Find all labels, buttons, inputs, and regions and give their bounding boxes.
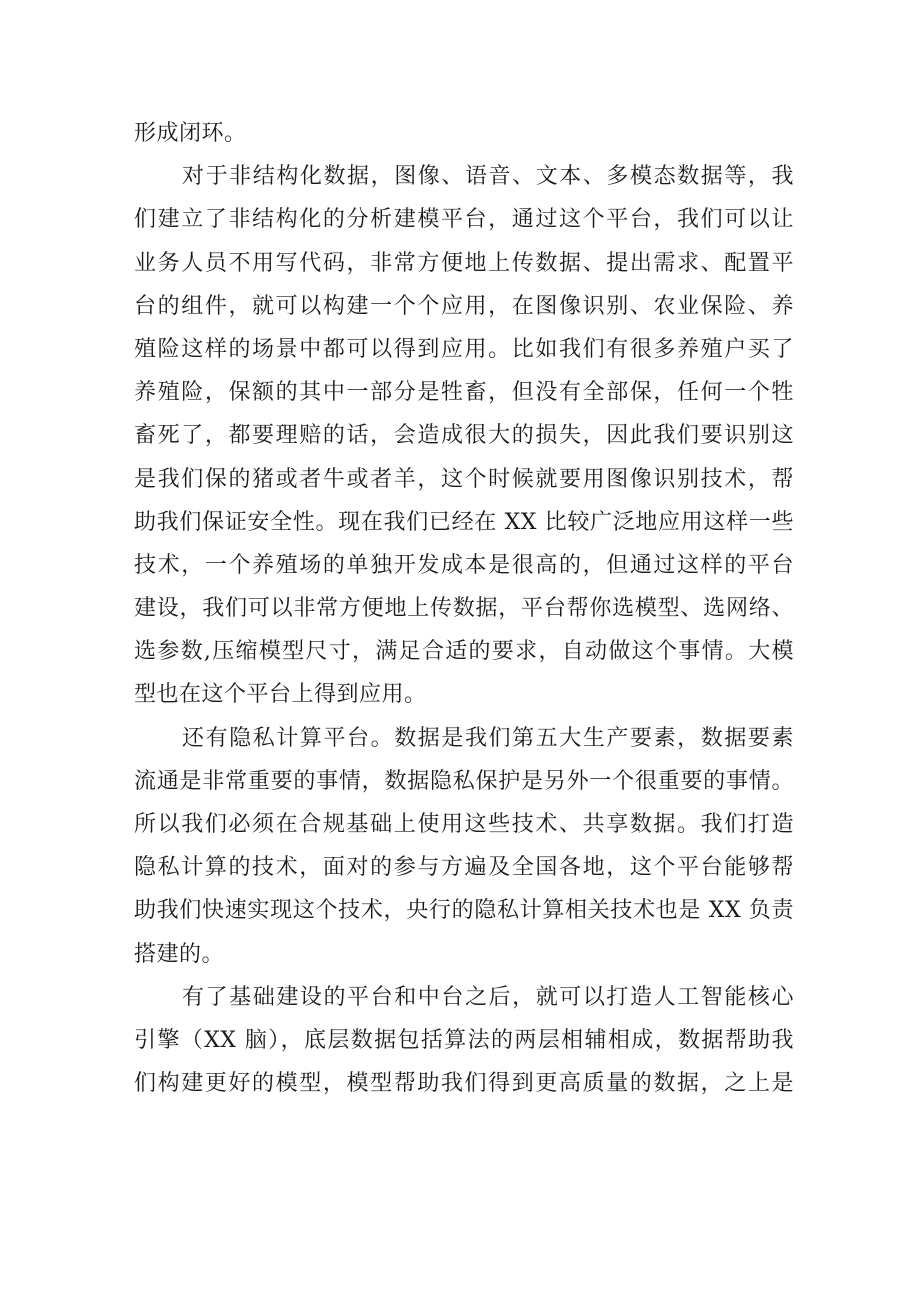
text-line: 助我们保证安全性。现在我们已经在 XX 比较广泛地应用这样一些 [134, 509, 794, 535]
text-line: 所以我们必须在合规基础上使用这些技术、共享数据。我们打造 [134, 812, 794, 837]
text-line: 还有隐私计算平台。数据是我们第五大生产要素，数据要素 [182, 725, 794, 751]
text-line: 们建立了非结构化的分析建模平台，通过这个平台，我们可以让 [134, 207, 794, 233]
document-body [134, 112, 794, 1105]
text-line: 有了基础建设的平台和中台之后，就可以打造人工智能核心 [182, 984, 794, 1010]
text-line: 隐私计算的技术，面对的参与方遍及全国各地，这个平台能够帮 [134, 855, 794, 881]
text-line: 畜死了，都要理赔的话，会造成很大的损失，因此我们要识别这 [134, 423, 794, 449]
text-line: 建设，我们可以非常方便地上传数据，平台帮你选模型、选网络、 [134, 596, 794, 622]
paragraph-ai-core-engine [134, 976, 794, 1106]
text-line: 对于非结构化数据，图像、语音、文本、多模态数据等，我 [182, 164, 794, 190]
text-line: 技术，一个养殖场的单独开发成本是很高的，但通过这样的平台 [134, 552, 794, 578]
paragraph-privacy-computing [134, 717, 794, 976]
text-line: 形成闭环。 [134, 121, 247, 146]
text-line: 养殖险，保额的其中一部分是牲畜，但没有全部保，任何一个牲 [134, 380, 794, 406]
paragraph-unstructured-data-platform [134, 155, 794, 716]
text-line: 助我们快速实现这个技术，央行的隐私计算相关技术也是 XX 负责 [134, 898, 794, 924]
text-line: 殖险这样的场景中都可以得到应用。比如我们有很多养殖户买了 [134, 336, 794, 362]
text-line: 业务人员不用写代码，非常方便地上传数据、提出需求、配置平 [134, 250, 794, 276]
text-line: 是我们保的猪或者牛或者羊，这个时候就要用图像识别技术，帮 [134, 466, 794, 492]
text-line: 引擎（XX 脑），底层数据包括算法的两层相辅相成，数据帮助我 [134, 1027, 794, 1053]
text-line: 搭建的。 [134, 941, 225, 967]
paragraph-closing-loop [134, 112, 794, 155]
text-line: 流通是非常重要的事情，数据隐私保护是另外一个很重要的事情。 [134, 768, 794, 794]
text-line: 们构建更好的模型，模型帮助我们得到更高质量的数据，之上是 [134, 1071, 794, 1097]
text-line: 台的组件，就可以构建一个个应用，在图像识别、农业保险、养 [134, 293, 794, 319]
text-line: 型也在这个平台上得到应用。 [134, 682, 427, 708]
text-line: 选参数,压缩模型尺寸，满足合适的要求，自动做这个事情。大模 [134, 639, 794, 665]
